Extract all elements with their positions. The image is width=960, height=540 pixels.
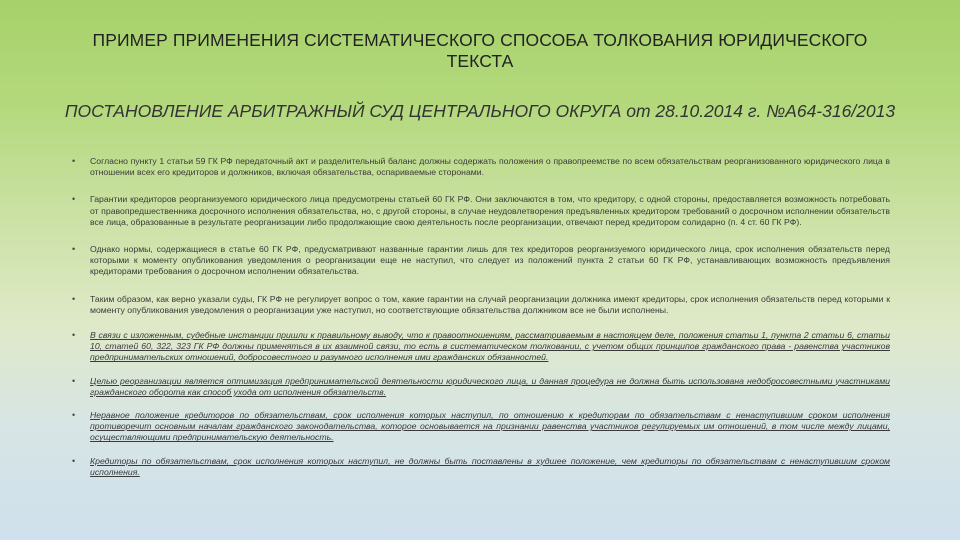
list-item [72, 194, 890, 228]
list-item-text: Таким образом, как верно указали суды, ГК РФ не регулирует вопрос о том, какие гарантии на случай реорганизации должника имеют кредиторы, срок исполнения обязательств перед которыми к моменту опубликования уведомления о реорганизации уже наступил, но соответствующие обязательства должником все не были исполнены. [90, 293, 890, 315]
list-item-text: Целью реорганизации является оптимизация предпринимательской деятельности юридического лица, и данная процедура не должна быть использована недобросовестными участниками гражданского оборота как способ ухода от исполнения обязательств. [90, 375, 890, 397]
list-item [72, 294, 890, 316]
list-item-text: Неравное положение кредиторов по обязательствам, срок исполнения которых наступил, по отношению к кредиторам по обязательствам с ненаступившим сроком исполнения противоречит основным началам гражданского законодательства, которое основывается на признании равенства участников регулируемых им отношений, в том числе между лицами, осуществляющими предпринимательскую деятельность. [90, 410, 890, 443]
list-item [72, 456, 890, 478]
list-item-text: Гарантии кредиторов реорганизуемого юридического лица предусмотрены статьей 60 ГК РФ. Они заключаются в том, что кредитору, с одной стороны, предоставляется возможность потребовать от правопредшественника досрочного исполнения обязательства, но, с другой стороны, в случае неудовлетворения предъявленных кредитором требований о досрочном исполнении обязательств все лица, образованные в результате реорганизации либо продолжающие свою деятельность после реорганизации, отвечают перед кредитором солидарно (п. 4 ст. 60 ГК РФ). [90, 194, 890, 227]
slide-subtitle: ПОСТАНОВЛЕНИЕ АРБИТРАЖНЫЙ СУД ЦЕНТРАЛЬНОГО ОКРУГА от 28.10.2014 г. №А64-316/2013 [64, 101, 896, 121]
list-item-text: Однако нормы, содержащиеся в статье 60 ГК РФ, предусматривают названные гарантии лишь для тех кредиторов реорганизуемого юридического лица, срок исполнения обязательств перед которыми к моменту опубликования уведомления о реорганизации еще не наступил, что следует из положений пункта 2 статьи 60 ГК РФ, устанавливающих возможность предъявления кредиторами требования о досрочном исполнении обязательства. [90, 244, 890, 277]
bullet-icon: • [72, 410, 76, 421]
list-item-text: В связи с изложенным, судебные инстанции пришли к правильному выводу, что к правоотношениям, рассматриваемым в настоящем деле, положения статьи 1, пункта 2 статьи 6, статьи 10, статей 60, 322, 323 ГК РФ должны применяться в их взаимной связи, то есть в систематическом толковании, с учетом общих принципов гражданского права - равенства участников предпринимательских отношений, добросовестного и разумного исполнения ими гражданских обязанностей. [90, 330, 890, 363]
slide-title: ПРИМЕР ПРИМЕНЕНИЯ СИСТЕМАТИЧЕСКОГО СПОСОБА ТОЛКОВАНИЯ ЮРИДИЧЕСКОГО ТЕКСТА [92, 30, 868, 71]
list-item-text: Кредиторы по обязательствам, срок исполнения которых наступил, не должны быть поставлены в худшее положение, чем кредиторы по обязательствам с ненаступившим сроком исполнения. [90, 455, 890, 477]
list-item-text: Согласно пункту 1 статьи 59 ГК РФ передаточный акт и разделительный баланс должны содержать положения о правопреемстве по всем обязательствам реорганизованного юридического лица в отношении всех его кредиторов и должников, включая обязательства, оспариваемые сторонами. [90, 156, 890, 178]
list-item [72, 330, 890, 364]
list-item [72, 410, 890, 444]
list-item [72, 156, 890, 178]
list-item [72, 244, 890, 278]
bullet-icon: • [72, 156, 76, 166]
bullet-icon: • [72, 293, 76, 304]
list-item [72, 376, 890, 398]
bullet-icon: • [72, 455, 76, 466]
bullet-icon: • [72, 375, 76, 386]
bullet-list [72, 156, 890, 478]
bullet-icon: • [72, 330, 76, 341]
bullet-icon: • [72, 244, 76, 255]
bullet-icon: • [72, 194, 76, 205]
